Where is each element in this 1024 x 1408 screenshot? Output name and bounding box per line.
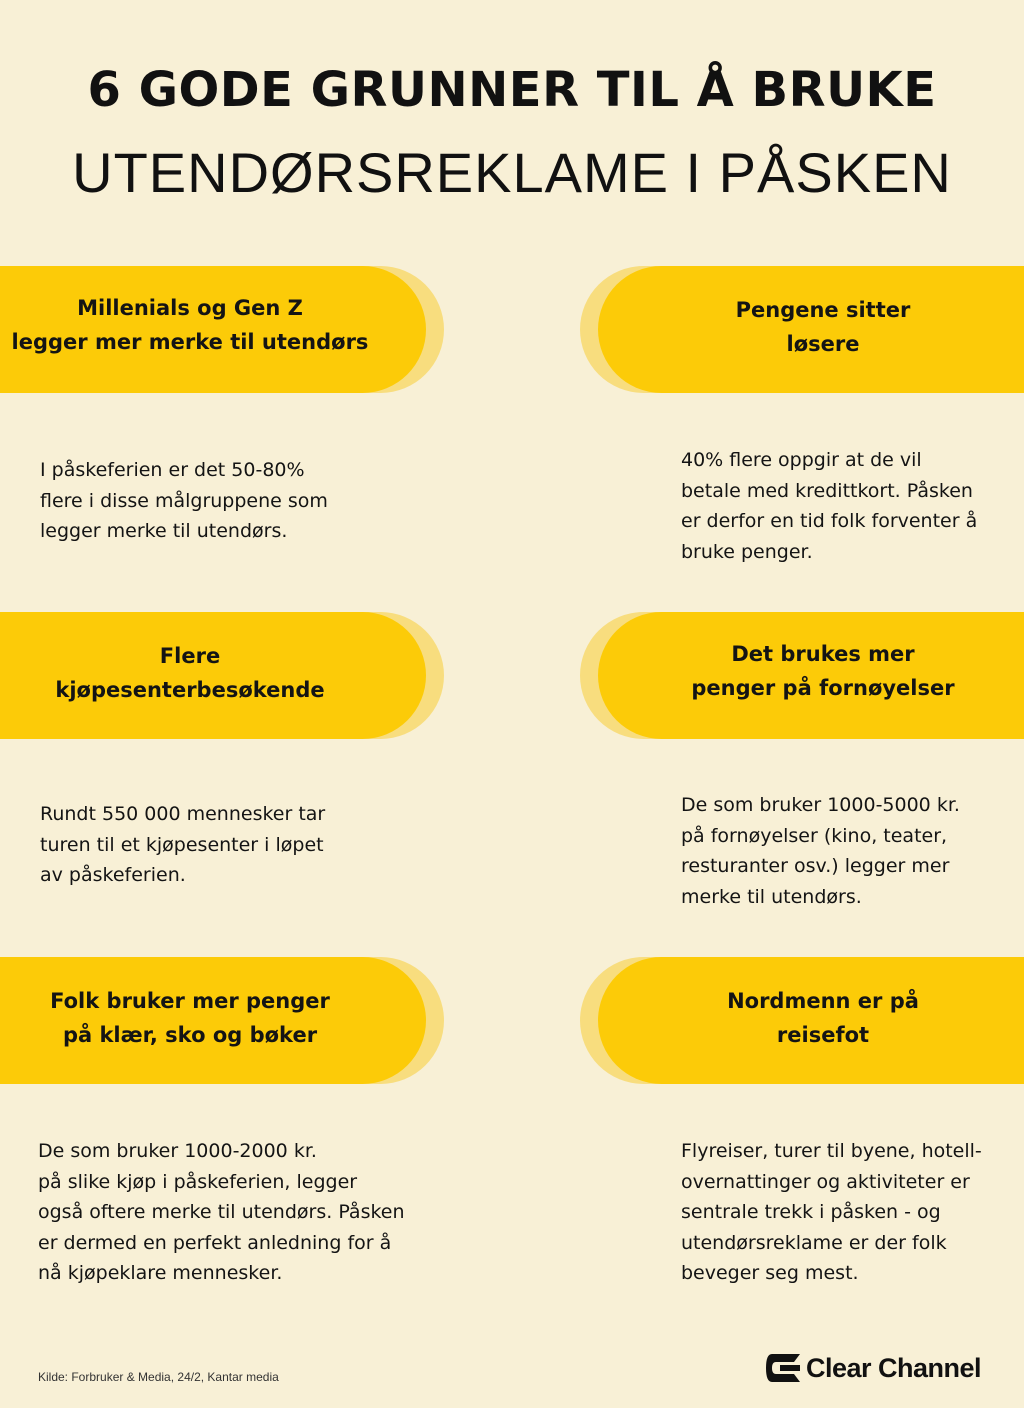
reason-5-heading: Folk bruker mer penger på klær, sko og bøker bbox=[50, 989, 330, 1047]
reason-1-heading: Millenials og Gen Z legger mer merke til utendørs bbox=[11, 296, 369, 354]
reason-2-heading: Pengene sitter løsere bbox=[735, 298, 911, 356]
reason-3-pill bbox=[0, 612, 444, 739]
logo-text: Clear Channel bbox=[806, 1352, 982, 1383]
reason-2-body: 40% flere oppgir at de vil betale med kredittkort. Påsken er derfor en tid folk forventer å bruke penger. bbox=[681, 449, 978, 563]
page-title: 6 GODE GRUNNER TIL Å BRUKE bbox=[87, 62, 937, 118]
reason-4-pill bbox=[580, 612, 1024, 739]
reason-1-pill bbox=[0, 266, 444, 393]
reason-6-pill bbox=[580, 957, 1024, 1084]
reason-6-heading: Nordmenn er på reisefot bbox=[727, 989, 919, 1047]
reason-3-body: Rundt 550 000 mennesker tar turen til et kjøpesenter i løpet av påskeferien. bbox=[40, 803, 326, 886]
reason-1-body: I påskeferien er det 50-80% flere i disse målgruppene som legger merke til utendørs. bbox=[40, 459, 328, 542]
reason-4-heading: Det brukes mer penger på fornøyelser bbox=[691, 642, 955, 700]
reason-3-heading: Flere kjøpesenterbesøkende bbox=[55, 644, 325, 702]
clear-channel-logo bbox=[766, 1352, 981, 1384]
reason-2-pill bbox=[580, 266, 1024, 393]
reason-6-body: Flyreiser, turer til byene, hotell- overnattinger og aktiviteter er sentrale trekk i påsken - og utendørsreklame er der folk beveger seg mest. bbox=[681, 1140, 982, 1284]
reason-5-body: De som bruker 1000-2000 kr. på slike kjøp i påskeferien, legger også oftere merke til utendørs. Påsken er dermed en perfekt anledning for å nå kjøpeklare mennesker. bbox=[38, 1140, 405, 1284]
page-subtitle: UTENDØRSREKLAME I PÅSKEN bbox=[72, 141, 952, 204]
reason-4-body: De som bruker 1000-5000 kr. på fornøyelser (kino, teater, resturanter osv.) legger mer merke til utendørs. bbox=[681, 794, 960, 908]
source-note: Kilde: Forbruker & Media, 24/2, Kantar media bbox=[38, 1370, 279, 1384]
reason-5-pill bbox=[0, 957, 444, 1084]
clear-channel-logo-icon bbox=[766, 1354, 800, 1382]
